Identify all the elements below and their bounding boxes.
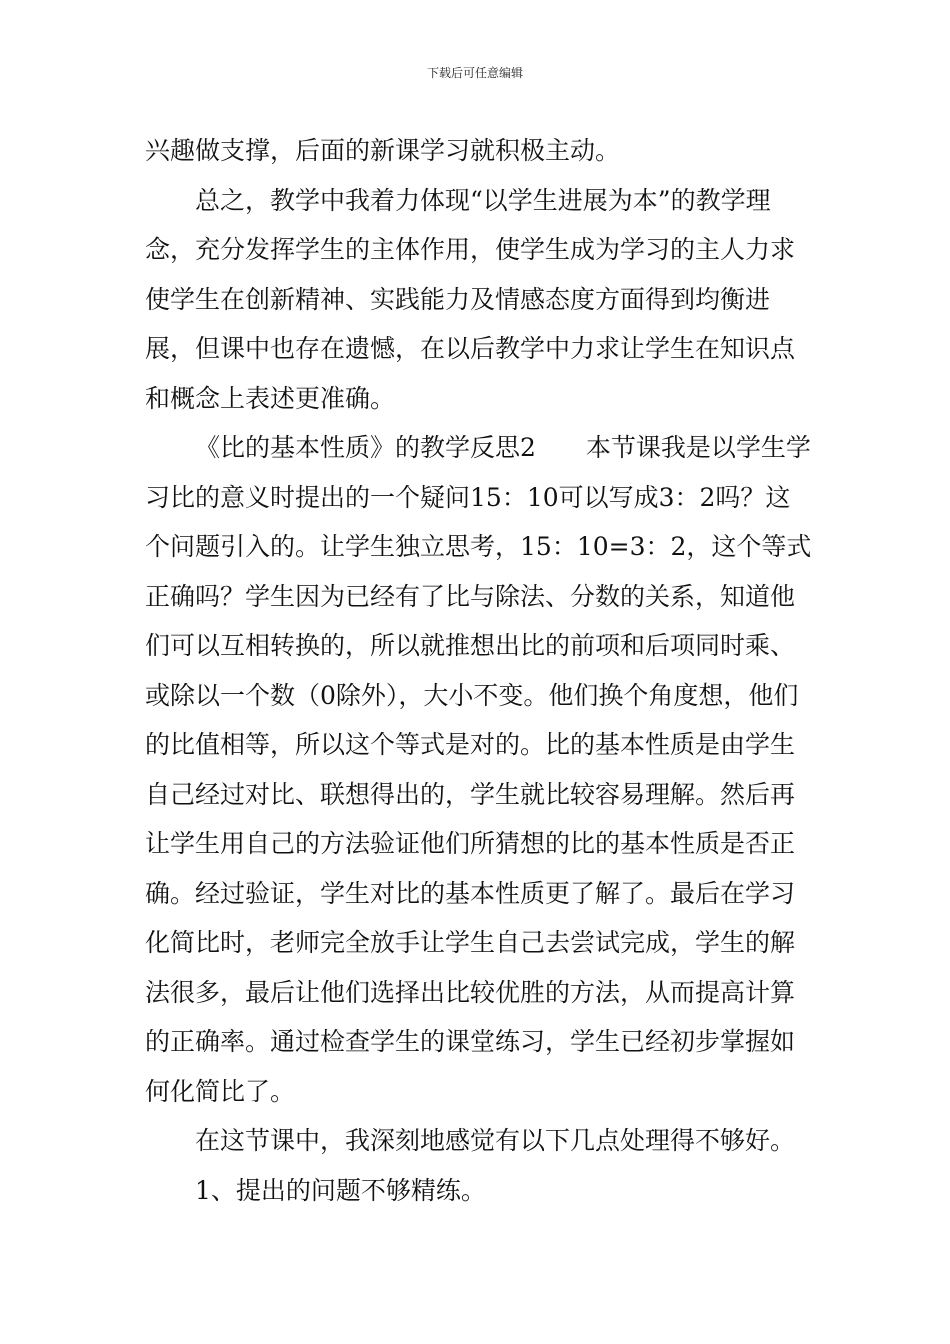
paragraph-shortcomings: 在这节课中，我深刻地感觉有以下几点处理得不够好。: [195, 1126, 796, 1155]
paragraph-continuation: 兴趣做支撑，后面的新课学习就积极主动。: [145, 136, 621, 165]
paragraph-reflection-2: [145, 423, 815, 1116]
document-body: [145, 126, 815, 1215]
page-header: 下载后可任意编辑: [426, 66, 523, 80]
paragraph-summary: 总之，教学中我着力体现“以学生进展为本”的教学理念，充分发挥学生的主体作用，使学生成为学习的主人力求使学生在创新精神、实践能力及情感态度方面得到均衡进展，但课中也存在遗憾，在以后教学中力求让学生在知识点和概念上表述更准确。: [145, 185, 796, 413]
reflection-title: 《比的基本性质》的教学反思2: [195, 433, 536, 462]
list-item-1: 1、提出的问题不够精练。: [195, 1175, 486, 1205]
reflection-body: 本节课我是以学生学习比的意义时提出的一个疑问15：10可以写成3：2吗？这个问题引入的。让学生独立思考，15：10=3：2，这个等式正确吗？学生因为已经有了比与除法、分数的关系，知道他们可以互相转换的，所以就推想出比的前项和后项同时乘、或除以一个数（0除外），大小不变。他们换个角度想，他们的比值相等，所以这个等式是对的。比的基本性质是由学生自己经过对比、联想得出的，学生就比较容易理解。然后再让学生用自己的方法验证他们所猜想的比的基本性质是否正确。经过验证，学生对比的基本性质更了解了。最后在学习化简比时，老师完全放手让学生自己去尝试完成，学生的解法很多，最后让他们选择出比较优胜的方法，从而提高计算的正确率。通过检查学生的课堂练习，学生已经初步掌握如何化简比了。: [145, 433, 812, 1106]
